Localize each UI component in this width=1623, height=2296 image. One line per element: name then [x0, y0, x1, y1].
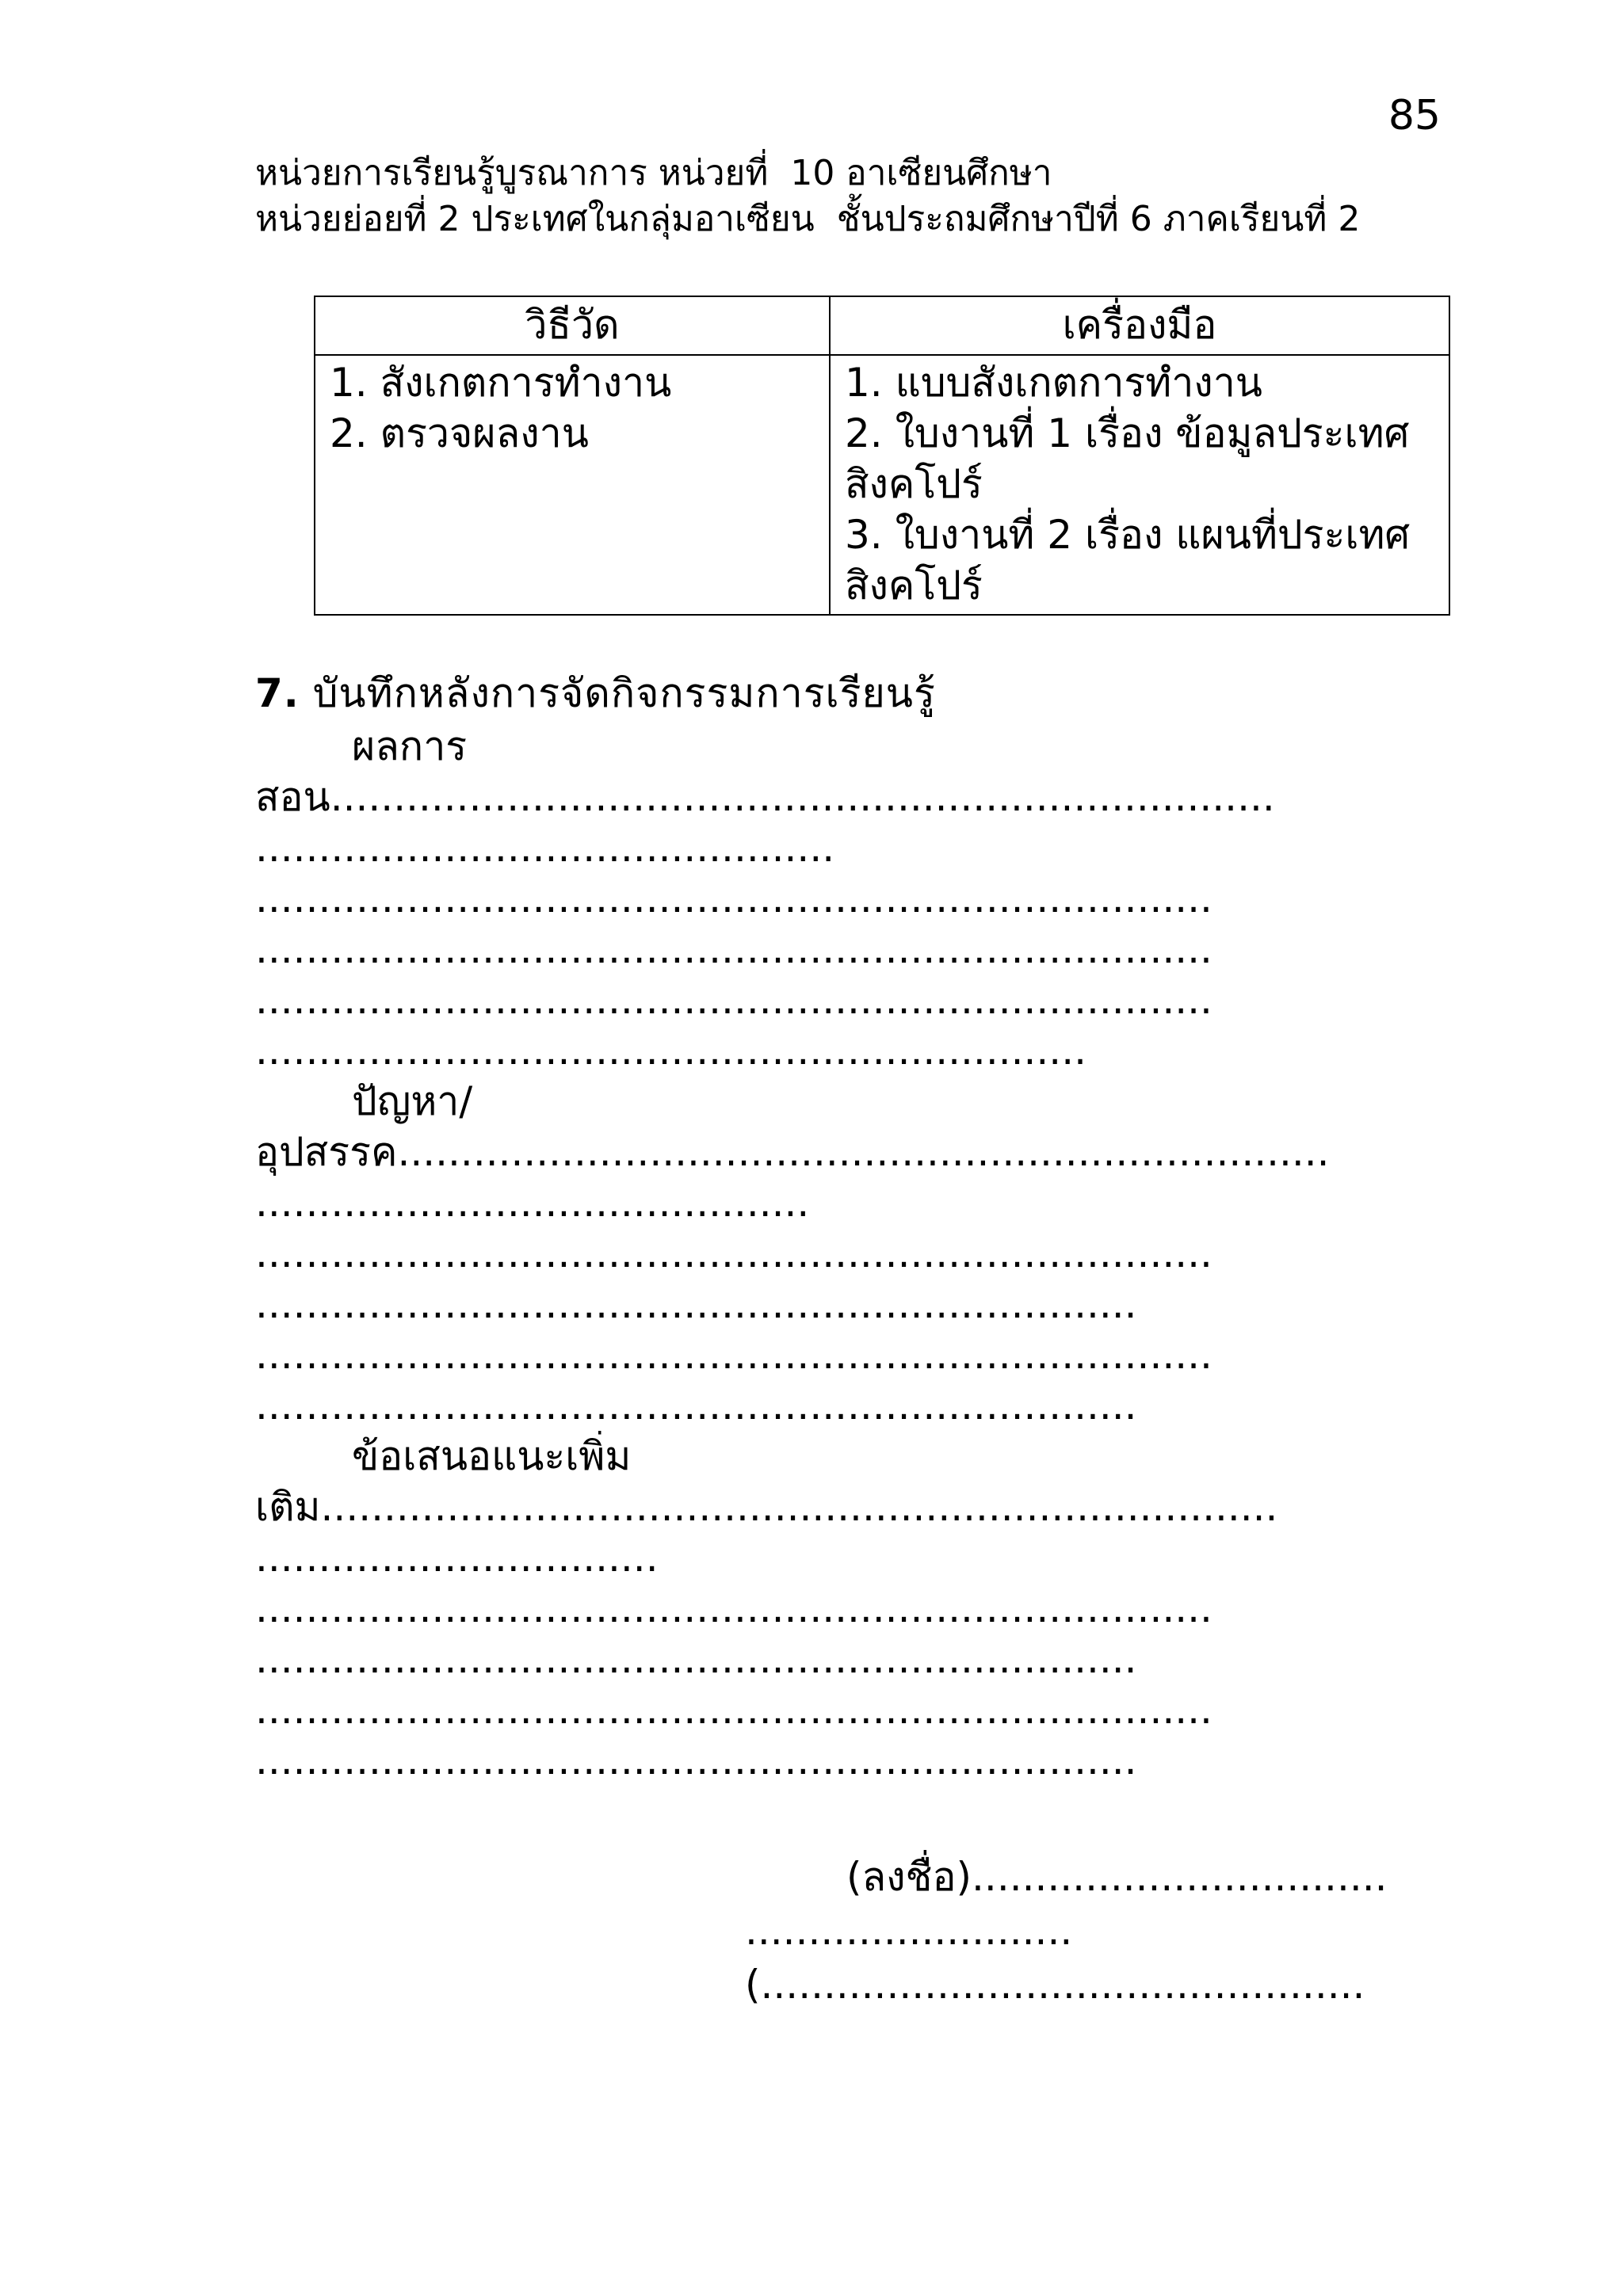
column-header-tool: เครื่องมือ: [830, 296, 1449, 355]
problems-line[interactable]: ............................................................................: [255, 1230, 1212, 1276]
assessment-table: [314, 296, 1450, 616]
results-line[interactable]: ............................................................................: [255, 926, 1212, 972]
table-row: [315, 355, 1449, 615]
notes-heading: [255, 666, 1428, 721]
problems-line[interactable]: ............................................: [255, 1180, 810, 1226]
results-line[interactable]: ..................................................................: [255, 1028, 1086, 1074]
column-header-method: วิธีวัด: [315, 296, 830, 355]
results-line[interactable]: ............................................................................: [255, 977, 1212, 1023]
tools-cell: [830, 355, 1449, 615]
suggestions-line[interactable]: ......................................................................: [255, 1636, 1137, 1682]
fill-dots: ..........................................................................: [397, 1129, 1330, 1175]
results-label-cont: สอน: [255, 774, 330, 820]
signature-line-cont[interactable]: ..........................: [745, 1908, 1073, 1954]
problems-label-cont: อุปสรรค: [255, 1129, 398, 1175]
tool-item: 2. ใบงานที่ 1 เรื่อง ข้อมูลประเทศสิงคโปร์: [845, 410, 1410, 507]
problems-label: ปัญหา/: [352, 1078, 473, 1124]
method-item: 1. สังเกตการทำงาน: [330, 360, 672, 406]
results-label: ผลการ: [352, 723, 468, 769]
header-unit-line: หน่วยการเรียนรู้บูรณาการ หน่วยที่ 10 อาเซียนศึกษา: [255, 153, 1052, 193]
suggestions-line[interactable]: ................................: [255, 1535, 659, 1581]
signature-name-line[interactable]: (................................................: [745, 1962, 1365, 2008]
notes-heading-number: 7.: [255, 670, 300, 716]
problems-line-first[interactable]: [255, 1127, 1428, 1177]
suggestions-line[interactable]: ............................................................................: [255, 1687, 1212, 1733]
tool-item: 3. ใบงานที่ 2 เรื่อง แผนที่ประเทศสิงคโปร์: [845, 512, 1411, 608]
page-number: 85: [1388, 92, 1441, 139]
suggestions-label: ข้อเสนอแนะเพิ่ม: [352, 1433, 632, 1479]
methods-cell: [315, 355, 830, 615]
suggestions-line[interactable]: ............................................................................: [255, 1585, 1212, 1631]
fill-dots: ...........................................................................: [330, 774, 1275, 820]
method-item: 2. ตรวจผลงาน: [330, 410, 589, 456]
problems-line[interactable]: ............................................................................: [255, 1332, 1212, 1378]
problems-line[interactable]: ......................................................................: [255, 1383, 1137, 1428]
suggestions-line-first[interactable]: [255, 1482, 1428, 1532]
results-line[interactable]: ............................................................................: [255, 875, 1212, 921]
table-header-row: [315, 296, 1449, 355]
header-subunit-line: หน่วยย่อยที่ 2 ประเทศในกลุ่มอาเซียน ชั้นประถมศึกษาปีที่ 6 ภาคเรียนที่ 2: [255, 199, 1361, 239]
fill-dots: ............................................................................: [320, 1484, 1278, 1530]
notes-heading-text: บันทึกหลังการจัดกิจกรรมการเรียนรู้: [299, 670, 936, 716]
results-line[interactable]: ..............................................: [255, 825, 835, 871]
signature-block: [745, 1850, 1388, 2012]
problems-line[interactable]: ......................................................................: [255, 1281, 1137, 1327]
post-lesson-notes: [255, 666, 1428, 1786]
tool-item: 1. แบบสังเกตการทำงาน: [845, 360, 1262, 406]
document-header: [255, 151, 1360, 242]
results-line-first[interactable]: [255, 772, 1428, 822]
suggestions-label-cont: เติม: [255, 1484, 321, 1530]
suggestions-line[interactable]: ......................................................................: [255, 1737, 1137, 1783]
signature-line[interactable]: (ลงชื่อ).................................: [846, 1854, 1388, 1900]
